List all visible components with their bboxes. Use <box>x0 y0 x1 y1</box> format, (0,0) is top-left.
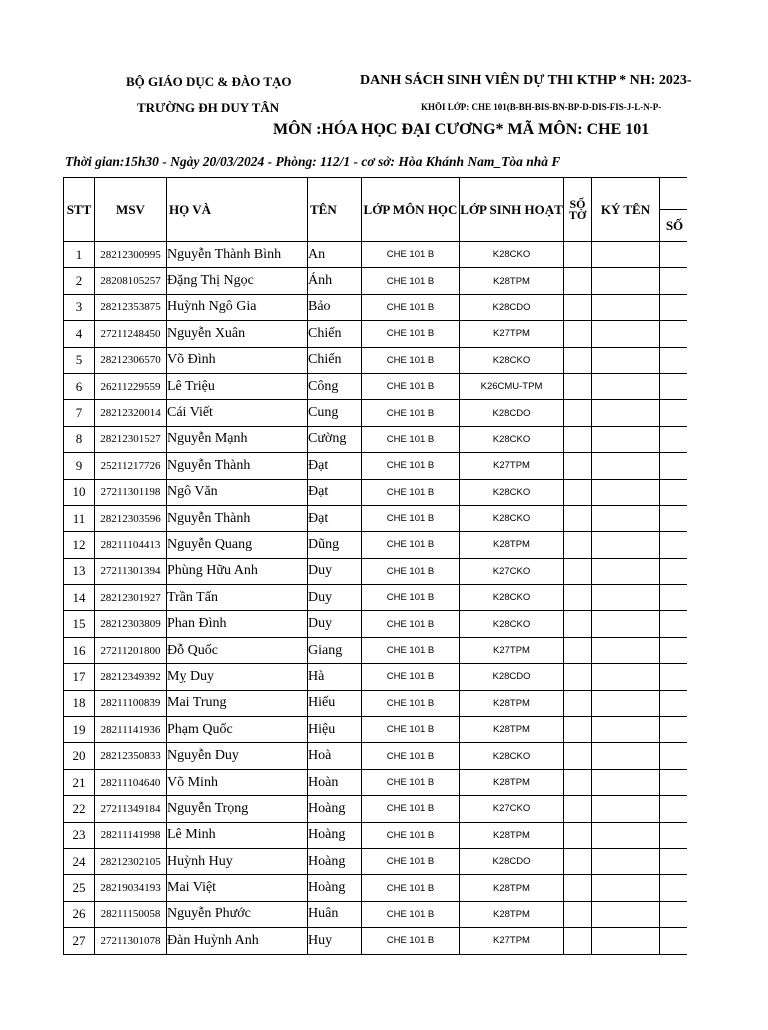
cell-ten: Giang <box>308 637 362 663</box>
cell-ho-va: Cái Viết <box>167 400 308 426</box>
cell-so-to <box>564 822 592 848</box>
cell-stt: 16 <box>64 637 95 663</box>
cell-ten: Duy <box>308 611 362 637</box>
table-row <box>64 611 690 637</box>
cell-so-to <box>564 928 592 954</box>
cell-ky-ten <box>592 268 660 294</box>
cell-so-to <box>564 347 592 373</box>
cell-ky-ten <box>592 796 660 822</box>
cell-so-to <box>564 611 592 637</box>
cell-lop-sinh-hoat: K27CKO <box>460 558 564 584</box>
cell-msv: 28212302105 <box>95 848 167 874</box>
col-header-lop-sinh-hoat: LỚP SINH HOẠT <box>460 178 564 242</box>
cell-ky-ten <box>592 848 660 874</box>
cell-msv: 28212320014 <box>95 400 167 426</box>
cell-lop-mon-hoc: CHE 101 B <box>362 268 460 294</box>
cell-so <box>660 400 690 426</box>
cell-so <box>660 294 690 320</box>
cell-ho-va: Nguyễn Phước <box>167 901 308 927</box>
page-edge <box>687 170 768 1030</box>
subject-title: MÔN :HÓA HỌC ĐẠI CƯƠNG* MÃ MÔN: CHE 101 <box>273 121 650 138</box>
table-row <box>64 479 690 505</box>
cell-ten: Duy <box>308 558 362 584</box>
cell-ky-ten <box>592 664 660 690</box>
cell-so-to <box>564 585 592 611</box>
cell-lop-mon-hoc: CHE 101 B <box>362 321 460 347</box>
cell-ten: Dũng <box>308 532 362 558</box>
cell-stt: 17 <box>64 664 95 690</box>
cell-ten: Ánh <box>308 268 362 294</box>
cell-so-to <box>564 690 592 716</box>
cell-ho-va: Võ Minh <box>167 769 308 795</box>
cell-ky-ten <box>592 875 660 901</box>
cell-ky-ten <box>592 532 660 558</box>
cell-ten: Huân <box>308 901 362 927</box>
cell-stt: 19 <box>64 717 95 743</box>
cell-lop-sinh-hoat: K27TPM <box>460 453 564 479</box>
cell-msv: 27211301078 <box>95 928 167 954</box>
cell-ho-va: Mai Trung <box>167 690 308 716</box>
cell-so-to <box>564 373 592 399</box>
cell-stt: 4 <box>64 321 95 347</box>
cell-ten: Hà <box>308 664 362 690</box>
cell-ten: Công <box>308 373 362 399</box>
cell-ho-va: Mai Việt <box>167 875 308 901</box>
cell-ten: Chiến <box>308 321 362 347</box>
cell-so <box>660 242 690 268</box>
cell-ho-va: Võ Đình <box>167 347 308 373</box>
cell-so-to <box>564 242 592 268</box>
cell-ten: An <box>308 242 362 268</box>
cell-ten: Hiếu <box>308 690 362 716</box>
col-header-so-to: SỐ TỜ <box>564 178 592 242</box>
cell-ky-ten <box>592 611 660 637</box>
table-row <box>64 453 690 479</box>
cell-so-to <box>564 848 592 874</box>
table-row <box>64 558 690 584</box>
cell-msv: 27211301394 <box>95 558 167 584</box>
cell-so-to <box>564 717 592 743</box>
cell-ky-ten <box>592 453 660 479</box>
cell-ky-ten <box>592 717 660 743</box>
cell-ho-va: Đặng Thị Ngọc <box>167 268 308 294</box>
cell-so <box>660 822 690 848</box>
table-row <box>64 822 690 848</box>
cell-ho-va: Nguyễn Mạnh <box>167 426 308 452</box>
cell-ky-ten <box>592 901 660 927</box>
col-header-msv: MSV <box>95 178 167 242</box>
cell-ho-va: Nguyễn Thành <box>167 505 308 531</box>
cell-lop-mon-hoc: CHE 101 B <box>362 796 460 822</box>
cell-stt: 22 <box>64 796 95 822</box>
cell-ky-ten <box>592 426 660 452</box>
cell-ho-va: Phạm Quốc <box>167 717 308 743</box>
cell-lop-sinh-hoat: K28TPM <box>460 690 564 716</box>
cell-stt: 20 <box>64 743 95 769</box>
cell-ho-va: Đàn Huỳnh Anh <box>167 928 308 954</box>
cell-ky-ten <box>592 347 660 373</box>
cell-stt: 11 <box>64 505 95 531</box>
cell-lop-mon-hoc: CHE 101 B <box>362 664 460 690</box>
cell-lop-sinh-hoat: K28TPM <box>460 822 564 848</box>
cell-so <box>660 848 690 874</box>
cell-ho-va: Lê Triệu <box>167 373 308 399</box>
cell-lop-mon-hoc: CHE 101 B <box>362 585 460 611</box>
cell-lop-sinh-hoat: K28TPM <box>460 268 564 294</box>
cell-so <box>660 505 690 531</box>
cell-ho-va: Nguyễn Trọng <box>167 796 308 822</box>
cell-lop-mon-hoc: CHE 101 B <box>362 637 460 663</box>
ministry-name: BỘ GIÁO DỤC & ĐÀO TẠO <box>126 74 292 89</box>
cell-ho-va: Huỳnh Ngô Gia <box>167 294 308 320</box>
cell-lop-sinh-hoat: K28CDO <box>460 294 564 320</box>
cell-msv: 28211100839 <box>95 690 167 716</box>
cell-lop-sinh-hoat: K28TPM <box>460 875 564 901</box>
cell-ky-ten <box>592 294 660 320</box>
cell-ky-ten <box>592 242 660 268</box>
cell-ky-ten <box>592 479 660 505</box>
cell-so <box>660 664 690 690</box>
table-row <box>64 928 690 954</box>
table-row <box>64 373 690 399</box>
cell-so-to <box>564 321 592 347</box>
cell-so <box>660 769 690 795</box>
cell-ky-ten <box>592 585 660 611</box>
cell-lop-sinh-hoat: K28TPM <box>460 769 564 795</box>
cell-ho-va: Mỵ Duy <box>167 664 308 690</box>
cell-so-to <box>564 875 592 901</box>
cell-ten: Duy <box>308 585 362 611</box>
cell-lop-sinh-hoat: K28CDO <box>460 664 564 690</box>
table-row <box>64 637 690 663</box>
col-header-so: SỐ <box>660 210 690 242</box>
cell-ho-va: Huỳnh Huy <box>167 848 308 874</box>
cell-stt: 5 <box>64 347 95 373</box>
cell-ky-ten <box>592 321 660 347</box>
cell-so <box>660 743 690 769</box>
table-row <box>64 875 690 901</box>
cell-lop-mon-hoc: CHE 101 B <box>362 611 460 637</box>
cell-ho-va: Nguyễn Thành <box>167 453 308 479</box>
cell-so-to <box>564 532 592 558</box>
table-row <box>64 769 690 795</box>
table-row <box>64 505 690 531</box>
cell-lop-mon-hoc: CHE 101 B <box>362 822 460 848</box>
cell-lop-sinh-hoat: K28TPM <box>460 901 564 927</box>
cell-so <box>660 426 690 452</box>
col-header-ten: TÊN <box>308 178 362 242</box>
cell-so-to <box>564 637 592 663</box>
school-name: TRƯỜNG ĐH DUY TÂN <box>137 100 280 115</box>
table-row <box>64 796 690 822</box>
cell-ho-va: Nguyễn Thành Bình <box>167 242 308 268</box>
cell-ky-ten <box>592 769 660 795</box>
cell-lop-mon-hoc: CHE 101 B <box>362 928 460 954</box>
cell-msv: 28211150058 <box>95 901 167 927</box>
cell-stt: 25 <box>64 875 95 901</box>
cell-lop-mon-hoc: CHE 101 B <box>362 426 460 452</box>
table-row <box>64 690 690 716</box>
cell-msv: 28219034193 <box>95 875 167 901</box>
cell-msv: 27211201800 <box>95 637 167 663</box>
cell-so <box>660 347 690 373</box>
cell-lop-mon-hoc: CHE 101 B <box>362 875 460 901</box>
cell-stt: 7 <box>64 400 95 426</box>
cell-so-to <box>564 400 592 426</box>
cell-so-to <box>564 664 592 690</box>
cell-stt: 23 <box>64 822 95 848</box>
cell-lop-mon-hoc: CHE 101 B <box>362 505 460 531</box>
cell-lop-sinh-hoat: K28CKO <box>460 479 564 505</box>
cell-ten: Hoàng <box>308 875 362 901</box>
col-header-ho-va: HỌ VÀ <box>167 178 308 242</box>
cell-ky-ten <box>592 743 660 769</box>
cell-lop-sinh-hoat: K28CDO <box>460 400 564 426</box>
cell-msv: 27211301198 <box>95 479 167 505</box>
cell-so <box>660 928 690 954</box>
table-row <box>64 426 690 452</box>
cell-ten: Đạt <box>308 479 362 505</box>
cell-ten: Hiệu <box>308 717 362 743</box>
cell-lop-sinh-hoat: K28CDO <box>460 848 564 874</box>
cell-ky-ten <box>592 637 660 663</box>
cell-so-to <box>564 453 592 479</box>
cell-ho-va: Trần Tấn <box>167 585 308 611</box>
cell-ky-ten <box>592 373 660 399</box>
cell-lop-sinh-hoat: K28CKO <box>460 242 564 268</box>
cell-ho-va: Lê Minh <box>167 822 308 848</box>
cell-ho-va: Nguyễn Xuân <box>167 321 308 347</box>
cell-ky-ten <box>592 400 660 426</box>
cell-lop-mon-hoc: CHE 101 B <box>362 347 460 373</box>
cell-lop-sinh-hoat: K28TPM <box>460 532 564 558</box>
table-row <box>64 321 690 347</box>
cell-msv: 28212303596 <box>95 505 167 531</box>
col-header-stt: STT <box>64 178 95 242</box>
cell-stt: 13 <box>64 558 95 584</box>
cell-msv: 27211248450 <box>95 321 167 347</box>
cell-stt: 12 <box>64 532 95 558</box>
cell-so-to <box>564 743 592 769</box>
cell-msv: 26211229559 <box>95 373 167 399</box>
cell-so-to <box>564 294 592 320</box>
cell-so-to <box>564 426 592 452</box>
cell-so <box>660 373 690 399</box>
cell-lop-sinh-hoat: K28TPM <box>460 717 564 743</box>
cell-ten: Cung <box>308 400 362 426</box>
cell-so <box>660 453 690 479</box>
cell-ten: Đạt <box>308 453 362 479</box>
cell-lop-sinh-hoat: K27TPM <box>460 928 564 954</box>
cell-lop-mon-hoc: CHE 101 B <box>362 400 460 426</box>
table-row <box>64 532 690 558</box>
cell-msv: 28212350833 <box>95 743 167 769</box>
cell-ho-va: Đỗ Quốc <box>167 637 308 663</box>
cell-lop-mon-hoc: CHE 101 B <box>362 848 460 874</box>
table-row <box>64 242 690 268</box>
cell-so <box>660 796 690 822</box>
cell-lop-mon-hoc: CHE 101 B <box>362 242 460 268</box>
cell-msv: 28212306570 <box>95 347 167 373</box>
cell-so-to <box>564 268 592 294</box>
col-header-ky-ten: KÝ TÊN <box>592 178 660 242</box>
class-group: KHỐI LỚP: CHE 101(B-BH-BIS-BN-BP-D-DIS-FIS-J-L-N-P- <box>421 102 662 112</box>
cell-lop-sinh-hoat: K28CKO <box>460 611 564 637</box>
cell-lop-mon-hoc: CHE 101 B <box>362 901 460 927</box>
cell-ten: Đạt <box>308 505 362 531</box>
cell-msv: 28208105257 <box>95 268 167 294</box>
cell-ky-ten <box>592 822 660 848</box>
cell-stt: 1 <box>64 242 95 268</box>
table-row <box>64 901 690 927</box>
cell-lop-sinh-hoat: K27TPM <box>460 321 564 347</box>
cell-stt: 9 <box>64 453 95 479</box>
table-row <box>64 664 690 690</box>
cell-stt: 14 <box>64 585 95 611</box>
table-row <box>64 347 690 373</box>
cell-lop-sinh-hoat: K28CKO <box>460 426 564 452</box>
cell-ten: Bảo <box>308 294 362 320</box>
cell-so <box>660 321 690 347</box>
cell-so-to <box>564 796 592 822</box>
cell-stt: 27 <box>64 928 95 954</box>
cell-stt: 6 <box>64 373 95 399</box>
cell-msv: 28211104640 <box>95 769 167 795</box>
cell-so <box>660 690 690 716</box>
cell-lop-mon-hoc: CHE 101 B <box>362 532 460 558</box>
cell-so <box>660 268 690 294</box>
cell-lop-mon-hoc: CHE 101 B <box>362 373 460 399</box>
cell-lop-sinh-hoat: K28CKO <box>460 505 564 531</box>
cell-lop-sinh-hoat: K28CKO <box>460 743 564 769</box>
cell-ten: Hoàn <box>308 769 362 795</box>
cell-lop-mon-hoc: CHE 101 B <box>362 479 460 505</box>
col-header-lop-mon-hoc: LỚP MÔN HỌC <box>362 178 460 242</box>
cell-lop-mon-hoc: CHE 101 B <box>362 769 460 795</box>
cell-ho-va: Nguyễn Duy <box>167 743 308 769</box>
cell-so <box>660 717 690 743</box>
cell-ho-va: Ngô Văn <box>167 479 308 505</box>
cell-msv: 28212353875 <box>95 294 167 320</box>
cell-msv: 25211217726 <box>95 453 167 479</box>
cell-lop-mon-hoc: CHE 101 B <box>362 690 460 716</box>
cell-lop-sinh-hoat: K26CMU-TPM <box>460 373 564 399</box>
table-row <box>64 268 690 294</box>
cell-so <box>660 532 690 558</box>
cell-so <box>660 585 690 611</box>
student-rows <box>64 242 690 955</box>
cell-so-to <box>564 901 592 927</box>
table-row <box>64 743 690 769</box>
cell-ho-va: Nguyễn Quang <box>167 532 308 558</box>
cell-so-to <box>564 479 592 505</box>
cell-ky-ten <box>592 928 660 954</box>
cell-lop-mon-hoc: CHE 101 B <box>362 558 460 584</box>
cell-so <box>660 611 690 637</box>
cell-ky-ten <box>592 505 660 531</box>
cell-msv: 28212300995 <box>95 242 167 268</box>
cell-stt: 3 <box>64 294 95 320</box>
cell-stt: 18 <box>64 690 95 716</box>
cell-so <box>660 637 690 663</box>
table-row <box>64 848 690 874</box>
cell-so <box>660 901 690 927</box>
cell-lop-mon-hoc: CHE 101 B <box>362 294 460 320</box>
cell-lop-mon-hoc: CHE 101 B <box>362 743 460 769</box>
cell-ten: Hoàng <box>308 822 362 848</box>
cell-ky-ten <box>592 558 660 584</box>
cell-ho-va: Phan Đình <box>167 611 308 637</box>
cell-lop-mon-hoc: CHE 101 B <box>362 717 460 743</box>
cell-ky-ten <box>592 690 660 716</box>
cell-so <box>660 558 690 584</box>
cell-msv: 28212303809 <box>95 611 167 637</box>
cell-ten: Huy <box>308 928 362 954</box>
cell-stt: 26 <box>64 901 95 927</box>
cell-so <box>660 875 690 901</box>
student-table <box>63 177 690 955</box>
cell-so <box>660 479 690 505</box>
exam-schedule: Thời gian:15h30 - Ngày 20/03/2024 - Phòng: 112/1 - cơ sở: Hòa Khánh Nam_Tòa nhà F <box>65 154 561 169</box>
table-row <box>64 400 690 426</box>
cell-lop-mon-hoc: CHE 101 B <box>362 453 460 479</box>
col-header-blank <box>660 178 690 210</box>
cell-ten: Chiến <box>308 347 362 373</box>
cell-msv: 28212301927 <box>95 585 167 611</box>
table-row <box>64 294 690 320</box>
cell-so-to <box>564 558 592 584</box>
cell-lop-sinh-hoat: K27TPM <box>460 637 564 663</box>
table-row <box>64 717 690 743</box>
cell-lop-sinh-hoat: K28CKO <box>460 585 564 611</box>
table-row <box>64 585 690 611</box>
cell-msv: 28211141936 <box>95 717 167 743</box>
cell-msv: 28211104413 <box>95 532 167 558</box>
cell-so-to <box>564 505 592 531</box>
cell-ho-va: Phùng Hữu Anh <box>167 558 308 584</box>
list-title: DANH SÁCH SINH VIÊN DỰ THI KTHP * NH: 2023- <box>360 73 692 88</box>
cell-lop-sinh-hoat: K28CKO <box>460 347 564 373</box>
cell-stt: 8 <box>64 426 95 452</box>
cell-stt: 24 <box>64 848 95 874</box>
cell-msv: 28211141998 <box>95 822 167 848</box>
cell-stt: 2 <box>64 268 95 294</box>
cell-so-to <box>564 769 592 795</box>
cell-ten: Hoàng <box>308 796 362 822</box>
cell-lop-sinh-hoat: K27CKO <box>460 796 564 822</box>
cell-msv: 27211349184 <box>95 796 167 822</box>
cell-stt: 21 <box>64 769 95 795</box>
cell-ten: Cường <box>308 426 362 452</box>
cell-ten: Hoà <box>308 743 362 769</box>
cell-stt: 10 <box>64 479 95 505</box>
cell-stt: 15 <box>64 611 95 637</box>
cell-ten: Hoàng <box>308 848 362 874</box>
cell-msv: 28212349392 <box>95 664 167 690</box>
cell-msv: 28212301527 <box>95 426 167 452</box>
